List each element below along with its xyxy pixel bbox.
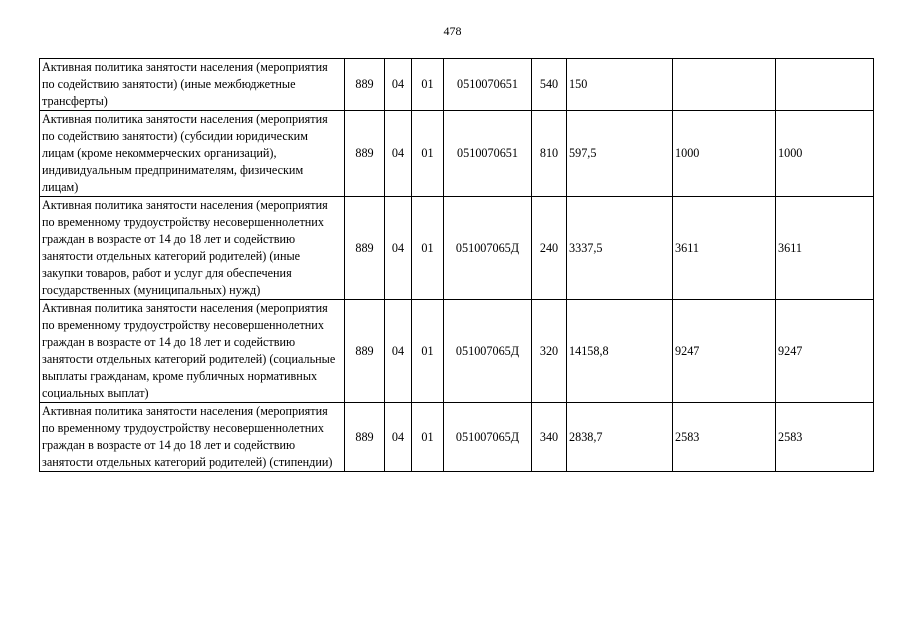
amount-2-cell: 9247	[673, 300, 776, 403]
section-code-cell: 04	[385, 197, 412, 300]
amount-1-cell: 14158,8	[567, 300, 673, 403]
amount-1-cell: 3337,5	[567, 197, 673, 300]
subsection-code-cell: 01	[412, 403, 444, 472]
table-row	[40, 197, 874, 300]
amount-1-cell: 2838,7	[567, 403, 673, 472]
page-number: 478	[443, 24, 462, 38]
amount-3-cell: 2583	[776, 403, 874, 472]
expense-type-cell: 540	[532, 59, 567, 111]
amount-2-cell: 3611	[673, 197, 776, 300]
amount-3-cell: 9247	[776, 300, 874, 403]
description-cell: Активная политика занятости населения (мероприятия по содействию занятости) (иные межбюджетные трансферты)	[40, 59, 345, 111]
target-article-cell: 0510070651	[444, 59, 532, 111]
target-article-cell: 051007065Д	[444, 197, 532, 300]
ministry-code-cell: 889	[345, 197, 385, 300]
amount-2-cell: 1000	[673, 111, 776, 197]
table-row	[40, 59, 874, 111]
section-code-cell: 04	[385, 403, 412, 472]
expense-type-cell: 340	[532, 403, 567, 472]
amount-2-cell: 2583	[673, 403, 776, 472]
subsection-code-cell: 01	[412, 300, 444, 403]
ministry-code-cell: 889	[345, 111, 385, 197]
expense-type-cell: 240	[532, 197, 567, 300]
target-article-cell: 051007065Д	[444, 403, 532, 472]
amount-3-cell: 3611	[776, 197, 874, 300]
ministry-code-cell: 889	[345, 59, 385, 111]
table-row	[40, 111, 874, 197]
table-row	[40, 300, 874, 403]
amount-3-cell: 1000	[776, 111, 874, 197]
ministry-code-cell: 889	[345, 300, 385, 403]
description-cell: Активная политика занятости населения (мероприятия по временному трудоустройству несовершеннолетних граждан в возрасте от 14 до 18 лет и содействию занятости отдельных категорий родителей) (социальные выплаты гражданам, кроме публичных нормативных социальных выплат)	[40, 300, 345, 403]
subsection-code-cell: 01	[412, 111, 444, 197]
target-article-cell: 051007065Д	[444, 300, 532, 403]
budget-table	[39, 58, 874, 472]
section-code-cell: 04	[385, 59, 412, 111]
table-body	[40, 59, 874, 472]
amount-2-cell	[673, 59, 776, 111]
amount-1-cell: 597,5	[567, 111, 673, 197]
expense-type-cell: 810	[532, 111, 567, 197]
target-article-cell: 0510070651	[444, 111, 532, 197]
amount-1-cell: 150	[567, 59, 673, 111]
description-cell: Активная политика занятости населения (мероприятия по временному трудоустройству несовершеннолетних граждан в возрасте от 14 до 18 лет и содействию занятости отдельных категорий родителей) (иные закупки товаров, работ и услуг для обеспечения государственных (муниципальных) нужд)	[40, 197, 345, 300]
ministry-code-cell: 889	[345, 403, 385, 472]
amount-3-cell	[776, 59, 874, 111]
section-code-cell: 04	[385, 300, 412, 403]
subsection-code-cell: 01	[412, 59, 444, 111]
description-cell: Активная политика занятости населения (мероприятия по содействию занятости) (субсидии юридическим лицам (кроме некоммерческих организаций), индивидуальным предпринимателям, физическим лицам)	[40, 111, 345, 197]
expense-type-cell: 320	[532, 300, 567, 403]
table-row	[40, 403, 874, 472]
description-cell: Активная политика занятости населения (мероприятия по временному трудоустройству несовершеннолетних граждан в возрасте от 14 до 18 лет и содействию занятости отдельных категорий родителей) (стипендии)	[40, 403, 345, 472]
subsection-code-cell: 01	[412, 197, 444, 300]
section-code-cell: 04	[385, 111, 412, 197]
